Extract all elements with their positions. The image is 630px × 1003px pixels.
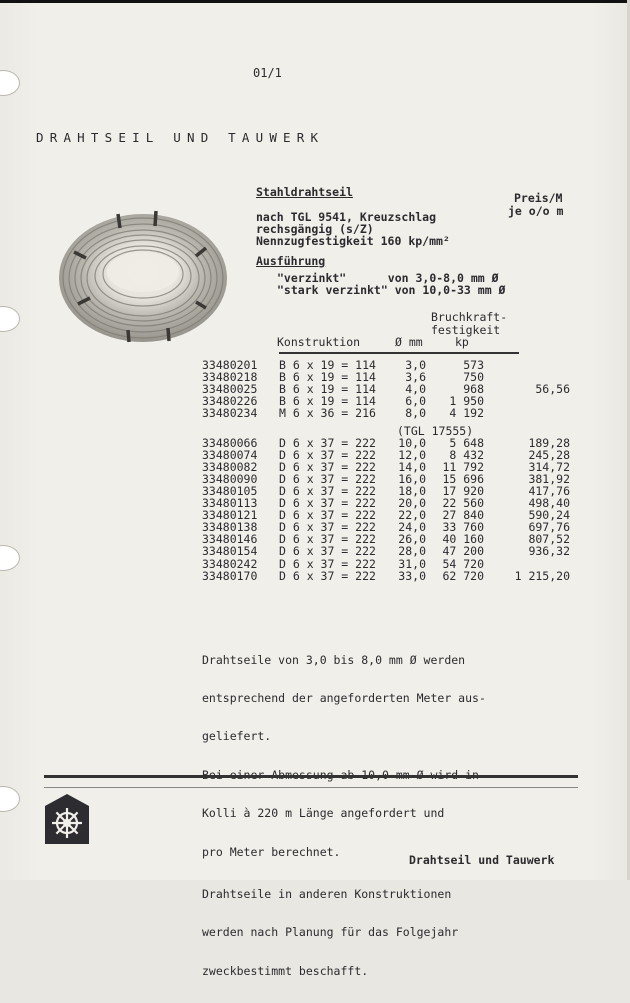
spec-lay-direction: rechsgängig (s/Z) xyxy=(256,222,374,236)
spec-standard: nach TGL 9541, Kreuzschlag xyxy=(256,210,437,224)
article-number-cell: 33480082 xyxy=(202,459,258,474)
article-number-cell: 33480242 xyxy=(202,556,258,571)
price-header-line2: je o/o m xyxy=(508,204,564,218)
article-number-cell: 33480090 xyxy=(202,471,258,486)
break-strength-cell: 573 xyxy=(463,358,484,372)
construction-cell: B 6 x 19 = 114 xyxy=(279,358,376,372)
construction-cell: B 6 x 19 = 114 xyxy=(279,382,376,397)
execution-label: Ausführung xyxy=(256,254,326,268)
diameter-cell: 20,0 xyxy=(398,496,426,510)
diameter-cell: 26,0 xyxy=(398,532,426,547)
break-strength-cell: 40 160 xyxy=(442,532,484,547)
ship-wheel-icon xyxy=(45,794,89,844)
price-cell: 807,52 xyxy=(528,532,570,547)
note-line: Kolli à 220 m Länge angefordert und xyxy=(202,806,445,821)
note-line: werden nach Planung für das Folgejahr xyxy=(202,925,459,940)
execution-galvanized: "verzinkt" von 3,0-8,0 mm Ø xyxy=(277,271,499,285)
page-number: 01/1 xyxy=(253,66,282,80)
diameter-cell: 3,0 xyxy=(405,358,426,372)
break-strength-cell: 27 840 xyxy=(442,508,484,523)
header-break-strength-1: Bruchkraft- xyxy=(431,310,508,324)
break-strength-cell: 33 760 xyxy=(442,520,484,535)
price-cell: 936,32 xyxy=(528,544,570,559)
price-cell: 417,76 xyxy=(528,483,570,498)
break-strength-cell: 62 720 xyxy=(442,568,484,583)
punch-hole-bottom xyxy=(0,786,20,812)
diameter-cell: 16,0 xyxy=(398,471,426,486)
diameter-cell: 14,0 xyxy=(398,459,426,474)
price-cell: 245,28 xyxy=(528,447,570,462)
break-strength-cell: 750 xyxy=(463,370,484,385)
construction-cell: D 6 x 37 = 222 xyxy=(279,532,376,547)
break-strength-cell: 968 xyxy=(463,382,484,397)
article-number-cell: 33480138 xyxy=(202,520,258,535)
punch-hole-lower xyxy=(0,545,20,571)
price-cell: 189,28 xyxy=(528,435,570,450)
diameter-cell: 6,0 xyxy=(405,394,426,409)
diameter-cell: 24,0 xyxy=(398,520,426,535)
header-break-strength-2: festigkeit xyxy=(431,323,501,337)
break-strength-cell: 17 920 xyxy=(442,483,484,498)
construction-cell: D 6 x 37 = 222 xyxy=(279,496,376,510)
price-cell: 314,72 xyxy=(528,459,570,474)
execution-heavy-galvanized: "stark verzinkt" von 10,0-33 mm Ø xyxy=(277,283,506,297)
punch-hole-top xyxy=(0,70,20,96)
header-diameter: Ø mm xyxy=(395,335,423,349)
break-strength-cell: 15 696 xyxy=(442,471,484,486)
note-line: pro Meter berechnet. xyxy=(202,844,341,859)
product-title: Stahldrahtseil xyxy=(256,185,353,199)
construction-cell: D 6 x 37 = 222 xyxy=(279,447,376,462)
article-number-cell: 33480226 xyxy=(202,394,258,409)
break-strength-cell: 22 560 xyxy=(442,496,484,510)
article-number-cell: 33480113 xyxy=(202,496,258,510)
price-cell: 1 215,20 xyxy=(514,568,570,583)
price-cell: 381,92 xyxy=(528,471,570,486)
note-line: geliefert. xyxy=(202,729,272,744)
note-line: Drahtseile in anderen Konstruktionen xyxy=(202,886,452,901)
wire-rope-coil-image xyxy=(56,208,231,346)
diameter-cell: 8,0 xyxy=(405,406,426,421)
diameter-cell: 12,0 xyxy=(398,447,426,462)
article-number-cell: 33480201 xyxy=(202,358,258,372)
footer-rule-thin xyxy=(44,787,578,788)
tgl-note: (TGL 17555) xyxy=(397,424,474,438)
article-number-cell: 33480170 xyxy=(202,568,258,583)
punch-hole-middle xyxy=(0,306,20,332)
article-number-cell: 33480154 xyxy=(202,544,258,559)
footer-title: Drahtseil und Tauwerk xyxy=(409,853,555,867)
break-strength-cell: 11 792 xyxy=(442,459,484,474)
break-strength-cell: 1 950 xyxy=(449,394,484,409)
diameter-cell: 10,0 xyxy=(398,435,426,450)
construction-cell: B 6 x 19 = 114 xyxy=(279,394,376,409)
note-line: entsprechend der angeforderten Meter aus- xyxy=(202,690,486,705)
header-construction: Konstruktion xyxy=(277,335,361,349)
diameter-cell: 33,0 xyxy=(398,568,426,583)
page-top-edge xyxy=(0,0,630,3)
break-strength-cell: 47 200 xyxy=(442,544,484,559)
break-strength-cell: 5 648 xyxy=(449,435,484,450)
article-number-cell: 33480234 xyxy=(202,406,258,421)
construction-cell: D 6 x 37 = 222 xyxy=(279,483,376,498)
article-number-cell: 33480146 xyxy=(202,532,258,547)
delivery-notes xyxy=(202,628,486,1003)
article-number-cell: 33480066 xyxy=(202,435,258,450)
article-number-cell: 33480218 xyxy=(202,370,258,385)
break-strength-cell: 8 432 xyxy=(449,447,484,462)
break-strength-cell: 54 720 xyxy=(442,556,484,571)
note-line: zweckbestimmt beschafft. xyxy=(202,963,369,978)
construction-cell: D 6 x 37 = 222 xyxy=(279,544,376,559)
spec-tensile-strength: Nennzugfestigkeit 160 kp/mm² xyxy=(256,234,450,248)
diameter-cell: 22,0 xyxy=(398,508,426,523)
diameter-cell: 31,0 xyxy=(398,556,426,571)
construction-cell: D 6 x 37 = 222 xyxy=(279,520,376,535)
note-line: Drahtseile von 3,0 bis 8,0 mm Ø werden xyxy=(202,652,466,667)
price-header-line1: Preis/M xyxy=(514,191,563,205)
diameter-cell: 28,0 xyxy=(398,544,426,559)
break-strength-cell: 4 192 xyxy=(449,406,484,421)
price-cell: 498,40 xyxy=(528,496,570,510)
construction-cell: D 6 x 37 = 222 xyxy=(279,568,376,583)
diameter-cell: 4,0 xyxy=(405,382,426,397)
article-number-cell: 33480025 xyxy=(202,382,258,397)
construction-cell: M 6 x 36 = 216 xyxy=(279,406,376,421)
article-number-cell: 33480105 xyxy=(202,483,258,498)
construction-cell: D 6 x 37 = 222 xyxy=(279,471,376,486)
diameter-cell: 18,0 xyxy=(398,483,426,498)
header-kp: kp xyxy=(455,335,469,349)
footer-rule xyxy=(44,775,578,778)
diameter-cell: 3,6 xyxy=(405,370,426,385)
price-cell: 697,76 xyxy=(528,520,570,535)
header-rule xyxy=(279,352,519,354)
construction-cell: D 6 x 37 = 222 xyxy=(279,435,376,450)
construction-cell: D 6 x 37 = 222 xyxy=(279,508,376,523)
article-number-cell: 33480121 xyxy=(202,508,258,523)
construction-cell: D 6 x 37 = 222 xyxy=(279,459,376,474)
section-title: DRAHTSEIL UND TAUWERK xyxy=(36,130,325,145)
article-number-cell: 33480074 xyxy=(202,447,258,462)
price-cell: 56,56 xyxy=(535,382,570,397)
construction-cell: D 6 x 37 = 222 xyxy=(279,556,376,571)
price-cell: 590,24 xyxy=(528,508,570,523)
construction-cell: B 6 x 19 = 114 xyxy=(279,370,376,385)
